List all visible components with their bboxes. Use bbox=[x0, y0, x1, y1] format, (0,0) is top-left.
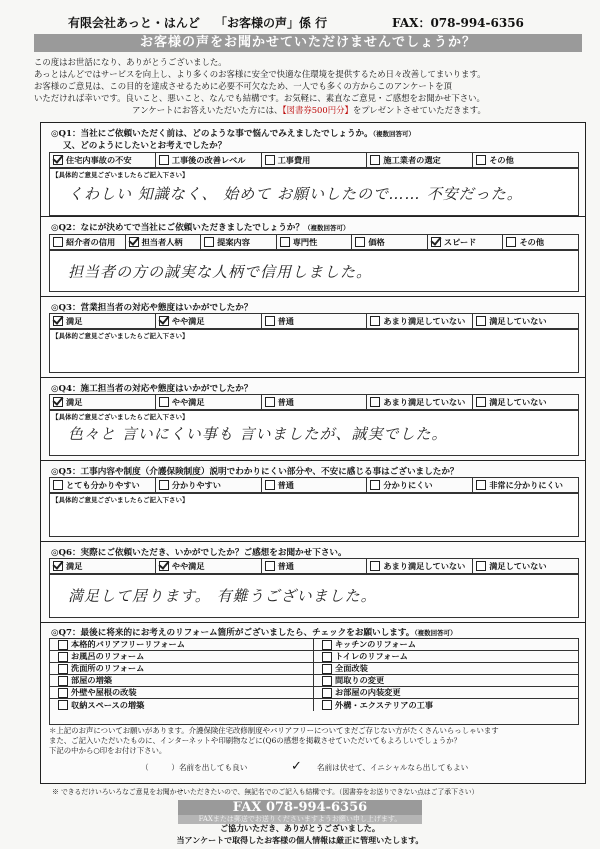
header-title: 「お客様の声」係 行 bbox=[215, 16, 328, 30]
option-label: その他 bbox=[519, 236, 545, 247]
q5-section bbox=[40, 460, 586, 542]
survey-gift: 【図書券500円分】 bbox=[282, 105, 353, 115]
q2-option[interactable] bbox=[352, 235, 428, 249]
option-label: 間取りの変更 bbox=[335, 675, 385, 685]
checkbox[interactable] bbox=[322, 676, 332, 686]
footer-privacy: 当アンケートで取得したお客様の個人情報は厳正に管理いたします。 bbox=[176, 835, 424, 845]
checkbox[interactable] bbox=[265, 561, 275, 571]
checkbox[interactable] bbox=[370, 397, 380, 407]
checkbox[interactable] bbox=[159, 155, 169, 165]
option-label: 収納スペースの増築 bbox=[71, 699, 145, 710]
option-label: とても分かりやすい bbox=[66, 479, 140, 490]
option-label: 満足 bbox=[66, 396, 83, 407]
checked-checkbox[interactable] bbox=[159, 561, 169, 571]
q5-title: ◎Q5：工事内容や制度（介護保険制度）説明でわかりにくい部分や、不安に感じる事はございましたか？ bbox=[51, 467, 459, 477]
option-label: お部屋の内装変更 bbox=[335, 687, 401, 697]
checkbox[interactable] bbox=[265, 397, 275, 407]
option-label: 普通 bbox=[277, 479, 294, 490]
checkbox[interactable] bbox=[58, 676, 68, 686]
q3-title: ◎Q3：営業担当者の対応や態度はいかがでしたか？ bbox=[51, 303, 253, 313]
q7-option[interactable] bbox=[50, 651, 314, 663]
q2-title-text: ◎Q2：なにが決めてで当社にご依頼いただきましたでしょうか？ bbox=[51, 223, 304, 233]
q1-option[interactable] bbox=[50, 153, 156, 167]
q3-options bbox=[49, 313, 579, 329]
option-label: 紹介者の信用 bbox=[66, 236, 116, 247]
option-label: 満足 bbox=[66, 315, 83, 326]
q7-options bbox=[49, 638, 579, 725]
checkbox[interactable] bbox=[53, 480, 63, 490]
survey-prefix: アンケートにお答えいただいた方には、 bbox=[132, 105, 283, 115]
checkbox[interactable] bbox=[476, 316, 486, 326]
q1-option[interactable] bbox=[367, 153, 473, 167]
q6-title: ◎Q6：実際にご依頼いただき、いかがでしたか？ご感想をお聞かせ下さい。 bbox=[51, 548, 347, 558]
checked-checkbox[interactable] bbox=[53, 155, 63, 165]
checkbox[interactable] bbox=[322, 640, 332, 650]
q3-answer-box[interactable] bbox=[49, 329, 579, 373]
option-label: 外壁や屋根の改装 bbox=[71, 687, 137, 697]
q4-title: ◎Q4：施工担当者の対応や態度はいかがでしたか？ bbox=[51, 384, 253, 394]
q2-answer-box[interactable] bbox=[49, 250, 579, 292]
checkbox[interactable] bbox=[280, 237, 290, 247]
company-name: 有限会社あっと・はんど bbox=[68, 16, 200, 30]
q1-answer: くわしい 知識なく、 始めて お願いしたので…… 不安だった。 bbox=[68, 185, 523, 203]
q1-option[interactable] bbox=[156, 153, 262, 167]
checkbox[interactable] bbox=[159, 397, 169, 407]
q1-note: （複数回答可） bbox=[372, 130, 415, 138]
q2-option[interactable] bbox=[428, 235, 504, 249]
header-fax: FAX：078-994-6356 bbox=[392, 16, 524, 30]
answer-label: 【具体的ご意見ございましたらご記入下さい】 bbox=[52, 171, 189, 179]
checkbox[interactable] bbox=[322, 664, 332, 674]
checkbox[interactable] bbox=[370, 316, 380, 326]
q4-option[interactable] bbox=[50, 395, 156, 409]
survey-suffix: をプレゼントさせていただきます。 bbox=[352, 105, 486, 115]
option-label: キッチンのリフォーム bbox=[335, 639, 416, 649]
checkbox[interactable] bbox=[476, 561, 486, 571]
publish-request bbox=[49, 726, 577, 756]
checkbox[interactable] bbox=[58, 688, 68, 698]
checkbox[interactable] bbox=[355, 237, 365, 247]
q4-option[interactable] bbox=[262, 395, 368, 409]
q4-options bbox=[49, 394, 579, 410]
q7-option[interactable] bbox=[314, 675, 578, 687]
option-label: お風呂のリフォーム bbox=[71, 651, 145, 661]
q7-option[interactable] bbox=[50, 687, 314, 699]
option-label: 工事費用 bbox=[277, 154, 311, 165]
option-label: 部屋の増築 bbox=[71, 675, 112, 685]
intro-text bbox=[34, 56, 584, 116]
footer-note: ※ できるだけいろいろなご意見をお聞かせいただきたいので、無記名でのご記入も結構です。（図書券をお送りできない点はご了承下さい） bbox=[52, 788, 479, 796]
option-label: 満足していない bbox=[489, 560, 547, 571]
option-label: やや満足 bbox=[171, 396, 205, 407]
option-label: 担当者人柄 bbox=[141, 236, 183, 247]
option-label: やや満足 bbox=[171, 560, 205, 571]
footer-fax: FAX 078-994-6356 bbox=[178, 800, 422, 815]
q5-option[interactable] bbox=[262, 478, 368, 492]
q3-option[interactable] bbox=[262, 314, 368, 328]
q7-note: （複数回答可） bbox=[414, 629, 457, 637]
q1-answer-box[interactable] bbox=[49, 168, 579, 216]
checkbox[interactable] bbox=[476, 480, 486, 490]
option-label: 外構・エクステリアの工事 bbox=[335, 699, 434, 710]
option-label: 全面改装 bbox=[335, 663, 368, 673]
q4-option[interactable] bbox=[156, 395, 262, 409]
q1-title-text: ◎Q1：当社にご依頼いただく前は、どのような事で悩んでみえましたでしょうか。 bbox=[51, 129, 373, 139]
q7-title-text: ◎Q7：最後に将来的にお考えのリフォーム箇所がございましたら、チェックをお願いします。 bbox=[51, 628, 415, 638]
checkbox[interactable] bbox=[204, 237, 214, 247]
q3-option[interactable] bbox=[156, 314, 262, 328]
checked-checkbox[interactable] bbox=[53, 397, 63, 407]
publish-line: 下記の中から○印をお付け下さい。 bbox=[49, 746, 167, 755]
option-label: 住宅内事故の不安 bbox=[66, 154, 132, 165]
option-label: あまり満足していない bbox=[383, 396, 466, 407]
checked-checkbox[interactable] bbox=[159, 316, 169, 326]
q5-options bbox=[49, 477, 579, 493]
checked-checkbox[interactable] bbox=[53, 561, 63, 571]
q5-option[interactable] bbox=[156, 478, 262, 492]
q7-option[interactable] bbox=[314, 651, 578, 663]
option-label: やや満足 bbox=[171, 315, 205, 326]
q2-note: （複数回答可） bbox=[304, 224, 350, 232]
q2-title bbox=[51, 221, 350, 233]
q1-title bbox=[51, 127, 415, 139]
option-label: 施工業者の選定 bbox=[383, 154, 441, 165]
q2-options bbox=[49, 234, 579, 250]
q7-option[interactable] bbox=[314, 663, 578, 675]
option-label: 普通 bbox=[277, 560, 294, 571]
q6-option[interactable] bbox=[156, 559, 262, 573]
q4-answer: 色々と 言いにくい事も 言いましたが、誠実でした。 bbox=[68, 425, 448, 443]
q6-option[interactable] bbox=[50, 559, 156, 573]
q5-option[interactable] bbox=[473, 478, 578, 492]
q2-option[interactable] bbox=[126, 235, 202, 249]
q1-section bbox=[40, 122, 586, 220]
publish-choice-name[interactable]: （ ）名前を出しても良い bbox=[141, 763, 248, 772]
intro-line: いただければ幸いです。良いこと、悪いこと、なんでも結構です。お気軽に、素直なご意見・ご感想をお聞かせ下さい。 bbox=[34, 93, 485, 103]
checkbox[interactable] bbox=[476, 155, 486, 165]
q7-option[interactable] bbox=[314, 699, 578, 711]
option-label: 工事後の改善レベル bbox=[171, 154, 246, 165]
q6-answer: 満足して居ります。 有難うございました。 bbox=[68, 587, 377, 605]
publish-choice-initial[interactable]: 名前は伏せて、イニシャルなら出してもよい bbox=[317, 763, 469, 772]
intro-line: あっとはんどではサービスを向上し、より多くのお客様に安全で快適な住環境を提供するため日々改善してまいります。 bbox=[34, 69, 486, 79]
q1-option[interactable] bbox=[473, 153, 578, 167]
checkbox[interactable] bbox=[322, 652, 332, 662]
checkbox[interactable] bbox=[370, 155, 380, 165]
checkbox[interactable] bbox=[58, 664, 68, 674]
q7-option[interactable] bbox=[314, 639, 578, 651]
option-label: 満足 bbox=[66, 560, 83, 571]
intro-line: お客様のご意見は、この目的を達成させるために必要不可欠なため、一人でも多くの方からこのアンケートを頂 bbox=[34, 81, 452, 91]
option-label: 分かりにくい bbox=[383, 479, 433, 490]
q2-option[interactable] bbox=[277, 235, 353, 249]
publish-line: また、ご記入いただいたものに、インターネットや印刷物などに(Q6の感想を掲載させていただいてもよろしいでしょうか？ bbox=[49, 736, 462, 745]
checkbox[interactable] bbox=[476, 397, 486, 407]
q5-option[interactable] bbox=[367, 478, 473, 492]
q6-option[interactable] bbox=[473, 559, 578, 573]
q5-option[interactable] bbox=[50, 478, 156, 492]
q1-options bbox=[49, 152, 579, 168]
checked-checkbox[interactable] bbox=[53, 316, 63, 326]
q7-title bbox=[51, 626, 457, 638]
q6-answer-box[interactable] bbox=[49, 574, 579, 618]
option-label: 提案内容 bbox=[217, 236, 250, 247]
checkbox[interactable] bbox=[53, 237, 63, 247]
option-label: あまり満足していない bbox=[383, 315, 466, 326]
checkbox[interactable] bbox=[322, 688, 332, 698]
q3-section bbox=[40, 296, 586, 378]
q2-option[interactable] bbox=[50, 235, 126, 249]
checkbox[interactable] bbox=[58, 700, 68, 710]
answer-label: 【具体的ご意見ございましたらご記入下さい】 bbox=[52, 413, 189, 421]
q1-title-line2: 又、どのようにしたいとお考えでしたか？ bbox=[63, 141, 227, 151]
q2-option[interactable] bbox=[503, 235, 578, 249]
checked-checkbox[interactable] bbox=[431, 237, 441, 247]
q3-option[interactable] bbox=[50, 314, 156, 328]
checkbox[interactable] bbox=[370, 561, 380, 571]
checked-checkbox[interactable] bbox=[129, 237, 139, 247]
q2-answer: 担当者の方の誠実な人柄で信用しました。 bbox=[68, 263, 373, 281]
footer-thanks: ご協力いただき、ありがとうございました。 bbox=[220, 823, 380, 833]
option-label: トイレのリフォーム bbox=[335, 651, 408, 661]
option-label: 普通 bbox=[277, 315, 294, 326]
checkbox[interactable] bbox=[506, 237, 516, 247]
option-label: 専門性 bbox=[292, 236, 318, 247]
answer-label: 【具体的ご意見ございましたらご記入下さい】 bbox=[52, 496, 189, 504]
checkbox[interactable] bbox=[58, 652, 68, 662]
banner-title: お客様の声をお聞かせていただけませんでしょうか？ bbox=[34, 34, 582, 52]
intro-line: この度はお世話になり、ありがとうございました。 bbox=[34, 57, 227, 67]
header bbox=[0, 14, 600, 30]
footer-fax-sub: FAXまたは郵送でお送りくださいますようお願い申し上げます。 bbox=[178, 815, 422, 824]
q4-section bbox=[40, 377, 586, 461]
checkbox[interactable] bbox=[58, 640, 68, 650]
checkbox[interactable] bbox=[159, 480, 169, 490]
option-label: その他 bbox=[489, 154, 514, 165]
q1-option[interactable] bbox=[262, 153, 368, 167]
q4-answer-box[interactable] bbox=[49, 410, 579, 456]
option-label: 満足していない bbox=[489, 396, 547, 407]
option-label: 普通 bbox=[277, 396, 294, 407]
q6-option[interactable] bbox=[262, 559, 368, 573]
q2-section bbox=[40, 216, 586, 298]
q3-option[interactable] bbox=[473, 314, 578, 328]
answer-label: 【具体的ご意見ございましたらご記入下さい】 bbox=[52, 332, 189, 340]
publish-line: ＊上記のお声についてお願いがあります。介護保険住宅改修制度やバリアフリーについてまだご存じない方がたくさんいらっしゃいます bbox=[49, 726, 499, 735]
checkbox[interactable] bbox=[370, 480, 380, 490]
option-label: 洗面所のリフォーム bbox=[71, 663, 145, 673]
choice-check-mark: ✓ bbox=[291, 759, 302, 774]
survey-gift-line bbox=[34, 104, 584, 116]
q6-section bbox=[40, 541, 586, 623]
checkbox[interactable] bbox=[322, 700, 332, 710]
checkbox[interactable] bbox=[265, 155, 275, 165]
q5-answer-box[interactable] bbox=[49, 493, 579, 537]
q7-section bbox=[40, 622, 586, 784]
q7-option[interactable] bbox=[50, 639, 314, 651]
q7-option[interactable] bbox=[314, 687, 578, 699]
q2-option[interactable] bbox=[201, 235, 277, 249]
checkbox[interactable] bbox=[265, 480, 275, 490]
q4-option[interactable] bbox=[473, 395, 578, 409]
q7-option[interactable] bbox=[50, 699, 314, 711]
checkbox[interactable] bbox=[265, 316, 275, 326]
option-label: 満足していない bbox=[489, 315, 547, 326]
q3-option[interactable] bbox=[367, 314, 473, 328]
option-label: 非常に分かりにくい bbox=[489, 479, 563, 490]
q6-option[interactable] bbox=[367, 559, 473, 573]
q7-option[interactable] bbox=[50, 675, 314, 687]
option-label: 分かりやすい bbox=[171, 479, 221, 490]
q6-options bbox=[49, 558, 579, 574]
option-label: スピード bbox=[443, 236, 477, 247]
option-label: 本格的バリアフリーリフォーム bbox=[71, 639, 185, 649]
q7-option[interactable] bbox=[50, 663, 314, 675]
option-label: あまり満足していない bbox=[383, 560, 466, 571]
q4-option[interactable] bbox=[367, 395, 473, 409]
option-label: 価格 bbox=[368, 236, 385, 247]
